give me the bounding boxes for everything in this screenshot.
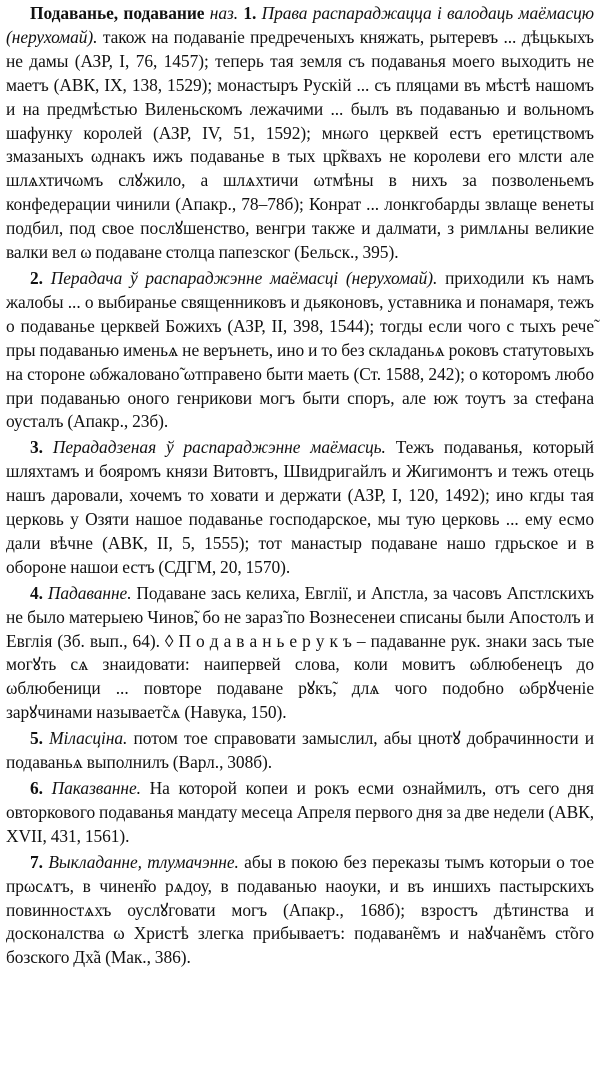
sense-citations: потом тое справовати замыслил, абы цнотꙋ добрачинности и подаваньѧ выполнилъ (Варл., 308б). [6, 728, 595, 773]
sense-gloss: Права распараджацца і валодаць маёмасцю (нерухомай). [6, 3, 594, 47]
sense-gloss: Падаванне. [47, 582, 132, 603]
sense-2 [6, 267, 594, 434]
sense-gloss: Выкладанне, тлумачэнне. [48, 851, 239, 872]
sense-number: 4. [30, 582, 43, 603]
headword: Подаванье, подавание [30, 3, 205, 23]
sense-5 [6, 727, 594, 775]
sense-3 [6, 436, 594, 579]
sense-number: 7. [30, 851, 43, 872]
sense-number: 3. [30, 437, 43, 458]
sense-gloss: Перадача ў распараджэнне маёмасці (нерухомай). [50, 267, 438, 288]
sense-number: 5. [30, 728, 43, 749]
dictionary-page [6, 2, 594, 972]
sense-7 [6, 851, 594, 971]
sense-number: 1. [243, 3, 257, 23]
sense-citations: Подаване зась келиха, Евглії, и Апстла, за часовъ Апстлскихъ не было матерыею Чинов̃, бо не зараз̃ по Вознесенеи списаны были Апостолъ и Евглія (Зб. вып., 64). ◊ П о д а в а н ь е р у к ъ – падаванне рук. знаки зась тые могꙋть сѧ знаидовати: наипервей слова, коли мовитъ ωблюбенецъ до ωблюбеници ... повторе подаване рꙋкъ̃, длѧ чого подобно ωбрꙋченіе зарꙋчинами называет̃сѧ (Навука, 150). [6, 582, 594, 723]
sense-gloss: Перададзеная ў распараджэнне маёмасць. [52, 437, 386, 458]
sense-4 [6, 582, 594, 725]
sense-number: 2. [30, 267, 43, 288]
sense-gloss: Міласціна. [49, 728, 128, 749]
sense-number: 6. [30, 778, 43, 798]
sense-citations: На которой копеи и рокъ есми ознаймилъ, отъ сего дня овторкового подаванья мандату месеца Апреля первого дня за две недели (АВК, XVII, 431, 1561). [6, 778, 594, 846]
sense-citations: абы в покою без переказы тымъ которыи о тое прωсѧтъ, в чинен̃ю рѧдоу, в подаванью наоуки, и въ иншихъ пастырскихъ повинностѧхъ оуслꙋговати могъ (Апакр., 168б); взростъ дѣтинства и досконалства ω Христѣ злегка прибываетъ: подаван̃емъ и наꙋчан̃емъ ст̃ого бозского Дх̃а (Мак., 386). [6, 851, 594, 968]
part-of-speech: наз. [209, 3, 239, 23]
sense-gloss: Паказванне. [51, 778, 141, 798]
sense-citations: Тежъ подаванья, который шляхтамъ и бояромъ князи Витовтъ, Швидригайлъ и Жигимонтъ и тежъ отець нашъ даровали, хочемъ то ховати и держати (АЗР, I, 120, 1492); ино кгды тая церковь у Озяти нашое подаванье господарское, мы тую церковь ... ему есмо дали вѣчне (АВК, II, 5, 1555); тот манастыр подаване нашо гдрьское и в обороне нашои естъ (СДГМ, 20, 1570). [6, 437, 595, 577]
sense-citations: приходили къ намъ жалобы ... о выбиранье священниковъ и дьяконовъ, уставника и понамаря, тежъ о подаваньe церквей Божихъ (АЗР, II, 398, 1544); тогды если чого с тыхъ рече̃ пры подаванью именьѧ не верънеть, ино и то без складаньѧ роковъ статутовыхъ на стороне ωбжаловано̃ ωтправено быти маеть (Ст. 1588, 242); о которомъ любо при подаванью оного генрикови могъ быти споръ, але юж тоутъ за стефана оусталъ (Апакр., 23б). [6, 267, 594, 432]
sense-6 [6, 777, 594, 849]
sense-citations: також на подаваніе предреченыхъ княжать, рытеревъ ... дѣцькыхъ не дамы (АЗР, I, 76, 1457); теперь тая земля съ подаванья моего выходить не маетъ (АВК, IX, 138, 1529); монастыръ Рускій ... съ пляцами въ мѣстѣ нашомъ и на предмѣстью Виленьскомъ лежачими ... былъ въ подаванью и вольномъ шафунку королей (АЗР, IV, 51, 1592); мнωго церквей естъ еретицствомъ змазаныхъ ωднакъ ижъ подаванье в тых цр̃квахъ не королеви его млсти але шлѧхтичωмъ слꙋжило, а шлѧхтичи ωтмѣны в нихъ за позволеньемъ конфедерации чинили (Апакр., 78–78б); Конрат ... лонкгобарды звлаще венеты подбил, под свое послꙋшенство, венгри также и далмати, з римлѧны великие валки вел ω подаване столца папезског (Бельск., 395). [6, 26, 594, 263]
sense-1 [6, 2, 594, 265]
